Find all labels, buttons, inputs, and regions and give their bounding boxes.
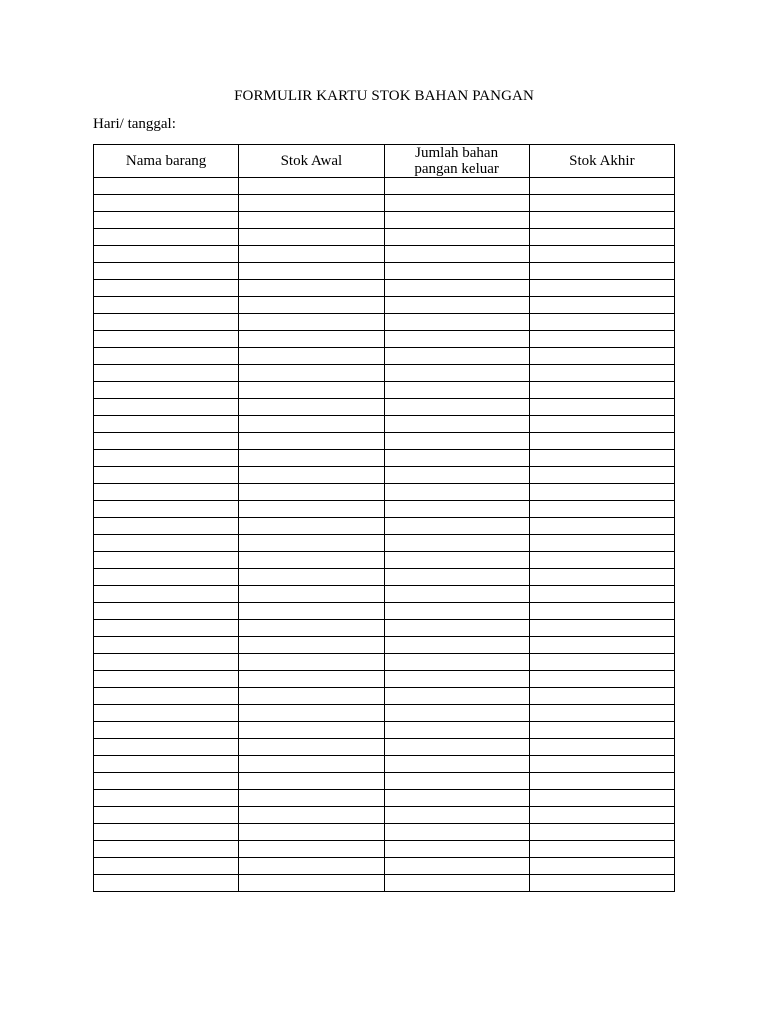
cell-stok-awal [239, 501, 384, 518]
cell-stok-akhir [529, 450, 674, 467]
cell-nama-barang [94, 824, 239, 841]
cell-stok-awal [239, 297, 384, 314]
cell-stok-akhir [529, 195, 674, 212]
cell-stok-akhir [529, 297, 674, 314]
table-row [94, 518, 675, 535]
table-row [94, 348, 675, 365]
table-row [94, 331, 675, 348]
cell-jumlah-keluar [384, 773, 529, 790]
cell-stok-awal [239, 688, 384, 705]
cell-stok-akhir [529, 739, 674, 756]
cell-stok-awal [239, 399, 384, 416]
cell-jumlah-keluar [384, 790, 529, 807]
cell-stok-awal [239, 314, 384, 331]
cell-stok-akhir [529, 314, 674, 331]
cell-jumlah-keluar [384, 841, 529, 858]
cell-jumlah-keluar [384, 807, 529, 824]
cell-stok-akhir [529, 875, 674, 892]
cell-jumlah-keluar [384, 314, 529, 331]
cell-nama-barang [94, 739, 239, 756]
cell-jumlah-keluar [384, 399, 529, 416]
cell-jumlah-keluar [384, 229, 529, 246]
cell-stok-awal [239, 263, 384, 280]
cell-stok-awal [239, 773, 384, 790]
cell-stok-akhir [529, 552, 674, 569]
cell-nama-barang [94, 586, 239, 603]
cell-stok-akhir [529, 178, 674, 195]
cell-nama-barang [94, 535, 239, 552]
table-row [94, 365, 675, 382]
table-row [94, 858, 675, 875]
table-row [94, 586, 675, 603]
cell-jumlah-keluar [384, 348, 529, 365]
cell-jumlah-keluar [384, 450, 529, 467]
header-jumlah-keluar [384, 145, 529, 178]
cell-nama-barang [94, 773, 239, 790]
cell-jumlah-keluar [384, 297, 529, 314]
cell-stok-awal [239, 620, 384, 637]
cell-stok-akhir [529, 263, 674, 280]
table-row [94, 246, 675, 263]
header-stok-akhir [529, 145, 674, 178]
cell-stok-awal [239, 229, 384, 246]
cell-stok-akhir [529, 705, 674, 722]
cell-jumlah-keluar [384, 671, 529, 688]
cell-jumlah-keluar [384, 875, 529, 892]
cell-stok-akhir [529, 841, 674, 858]
cell-nama-barang [94, 280, 239, 297]
cell-nama-barang [94, 875, 239, 892]
cell-stok-awal [239, 178, 384, 195]
cell-stok-akhir [529, 773, 674, 790]
table-row [94, 450, 675, 467]
table-row [94, 824, 675, 841]
cell-nama-barang [94, 518, 239, 535]
cell-jumlah-keluar [384, 688, 529, 705]
cell-jumlah-keluar [384, 637, 529, 654]
cell-stok-awal [239, 875, 384, 892]
table-row [94, 637, 675, 654]
cell-nama-barang [94, 297, 239, 314]
table-row [94, 654, 675, 671]
cell-stok-awal [239, 841, 384, 858]
cell-stok-awal [239, 195, 384, 212]
table-row [94, 467, 675, 484]
table-row [94, 297, 675, 314]
table-row [94, 178, 675, 195]
cell-stok-akhir [529, 790, 674, 807]
header-stok-awal [239, 145, 384, 178]
cell-stok-awal [239, 552, 384, 569]
table-row [94, 688, 675, 705]
cell-jumlah-keluar [384, 212, 529, 229]
cell-stok-awal [239, 382, 384, 399]
cell-jumlah-keluar [384, 263, 529, 280]
cell-stok-akhir [529, 382, 674, 399]
table-row [94, 739, 675, 756]
table-row [94, 875, 675, 892]
cell-stok-awal [239, 212, 384, 229]
cell-jumlah-keluar [384, 586, 529, 603]
cell-jumlah-keluar [384, 654, 529, 671]
cell-jumlah-keluar [384, 569, 529, 586]
header-nama-barang-label: Nama barang [125, 153, 207, 169]
cell-nama-barang [94, 790, 239, 807]
cell-stok-akhir [529, 229, 674, 246]
cell-nama-barang [94, 416, 239, 433]
cell-stok-akhir [529, 246, 674, 263]
cell-jumlah-keluar [384, 484, 529, 501]
cell-jumlah-keluar [384, 382, 529, 399]
cell-nama-barang [94, 654, 239, 671]
date-label: Hari/ tanggal: [93, 116, 176, 132]
cell-stok-akhir [529, 586, 674, 603]
cell-nama-barang [94, 382, 239, 399]
cell-stok-awal [239, 467, 384, 484]
cell-jumlah-keluar [384, 178, 529, 195]
cell-nama-barang [94, 331, 239, 348]
cell-stok-akhir [529, 399, 674, 416]
cell-nama-barang [94, 552, 239, 569]
table-row [94, 399, 675, 416]
cell-jumlah-keluar [384, 467, 529, 484]
cell-stok-awal [239, 807, 384, 824]
cell-stok-akhir [529, 348, 674, 365]
cell-nama-barang [94, 705, 239, 722]
cell-stok-akhir [529, 603, 674, 620]
cell-stok-akhir [529, 637, 674, 654]
cell-stok-akhir [529, 365, 674, 382]
cell-stok-akhir [529, 756, 674, 773]
cell-jumlah-keluar [384, 518, 529, 535]
cell-stok-awal [239, 484, 384, 501]
cell-stok-akhir [529, 858, 674, 875]
table-row [94, 552, 675, 569]
table-row [94, 773, 675, 790]
cell-stok-akhir [529, 467, 674, 484]
cell-stok-akhir [529, 535, 674, 552]
cell-nama-barang [94, 433, 239, 450]
cell-stok-awal [239, 858, 384, 875]
cell-stok-akhir [529, 484, 674, 501]
cell-jumlah-keluar [384, 365, 529, 382]
cell-nama-barang [94, 620, 239, 637]
cell-jumlah-keluar [384, 620, 529, 637]
cell-stok-awal [239, 586, 384, 603]
cell-jumlah-keluar [384, 195, 529, 212]
cell-nama-barang [94, 756, 239, 773]
cell-nama-barang [94, 195, 239, 212]
cell-stok-akhir [529, 501, 674, 518]
cell-jumlah-keluar [384, 705, 529, 722]
cell-stok-awal [239, 246, 384, 263]
cell-stok-akhir [529, 212, 674, 229]
cell-nama-barang [94, 399, 239, 416]
cell-nama-barang [94, 807, 239, 824]
cell-stok-awal [239, 518, 384, 535]
table-row [94, 484, 675, 501]
cell-nama-barang [94, 246, 239, 263]
cell-jumlah-keluar [384, 552, 529, 569]
cell-nama-barang [94, 841, 239, 858]
cell-nama-barang [94, 501, 239, 518]
cell-stok-awal [239, 739, 384, 756]
table-row [94, 756, 675, 773]
cell-stok-awal [239, 824, 384, 841]
cell-nama-barang [94, 637, 239, 654]
cell-stok-awal [239, 450, 384, 467]
cell-stok-akhir [529, 433, 674, 450]
table-row [94, 841, 675, 858]
table-row [94, 790, 675, 807]
cell-stok-awal [239, 790, 384, 807]
cell-nama-barang [94, 365, 239, 382]
cell-jumlah-keluar [384, 756, 529, 773]
cell-nama-barang [94, 569, 239, 586]
cell-stok-akhir [529, 620, 674, 637]
cell-stok-akhir [529, 654, 674, 671]
cell-nama-barang [94, 858, 239, 875]
cell-stok-akhir [529, 671, 674, 688]
header-stok-akhir-label: Stok Akhir [569, 153, 635, 169]
header-nama-barang [94, 145, 239, 178]
cell-stok-awal [239, 637, 384, 654]
table-row [94, 705, 675, 722]
cell-stok-akhir [529, 807, 674, 824]
table-row [94, 722, 675, 739]
cell-stok-akhir [529, 331, 674, 348]
cell-nama-barang [94, 450, 239, 467]
cell-jumlah-keluar [384, 280, 529, 297]
cell-nama-barang [94, 722, 239, 739]
table-row [94, 433, 675, 450]
cell-stok-awal [239, 569, 384, 586]
cell-stok-akhir [529, 569, 674, 586]
cell-stok-akhir [529, 688, 674, 705]
cell-nama-barang [94, 314, 239, 331]
cell-nama-barang [94, 348, 239, 365]
table-row [94, 501, 675, 518]
cell-stok-awal [239, 348, 384, 365]
cell-stok-awal [239, 671, 384, 688]
cell-stok-akhir [529, 518, 674, 535]
cell-jumlah-keluar [384, 416, 529, 433]
header-stok-awal-label: Stok Awal [280, 153, 343, 169]
cell-stok-akhir [529, 722, 674, 739]
table-body [94, 178, 675, 892]
cell-nama-barang [94, 603, 239, 620]
cell-jumlah-keluar [384, 433, 529, 450]
cell-jumlah-keluar [384, 535, 529, 552]
table-row [94, 535, 675, 552]
cell-nama-barang [94, 212, 239, 229]
cell-jumlah-keluar [384, 501, 529, 518]
table-row [94, 212, 675, 229]
table-row [94, 280, 675, 297]
cell-stok-awal [239, 603, 384, 620]
cell-jumlah-keluar [384, 739, 529, 756]
stock-table [93, 144, 675, 892]
table-row [94, 314, 675, 331]
table-row [94, 229, 675, 246]
cell-jumlah-keluar [384, 331, 529, 348]
table-row [94, 416, 675, 433]
header-jumlah-keluar-line2: pangan keluar [414, 161, 499, 177]
cell-stok-awal [239, 535, 384, 552]
cell-stok-awal [239, 280, 384, 297]
cell-nama-barang [94, 688, 239, 705]
table-header-row [94, 145, 675, 178]
cell-jumlah-keluar [384, 858, 529, 875]
table-row [94, 807, 675, 824]
table-row [94, 263, 675, 280]
cell-stok-awal [239, 365, 384, 382]
cell-nama-barang [94, 263, 239, 280]
table-row [94, 195, 675, 212]
table-row [94, 620, 675, 637]
cell-stok-awal [239, 433, 384, 450]
table-row [94, 569, 675, 586]
cell-nama-barang [94, 229, 239, 246]
cell-stok-awal [239, 705, 384, 722]
cell-nama-barang [94, 484, 239, 501]
page-title: FORMULIR KARTU STOK BAHAN PANGAN [234, 88, 534, 104]
cell-nama-barang [94, 671, 239, 688]
cell-stok-akhir [529, 824, 674, 841]
cell-stok-awal [239, 722, 384, 739]
cell-jumlah-keluar [384, 246, 529, 263]
table-row [94, 382, 675, 399]
cell-jumlah-keluar [384, 824, 529, 841]
cell-nama-barang [94, 467, 239, 484]
cell-nama-barang [94, 178, 239, 195]
cell-stok-awal [239, 654, 384, 671]
cell-stok-akhir [529, 416, 674, 433]
cell-stok-awal [239, 331, 384, 348]
header-jumlah-keluar-line1: Jumlah bahan [415, 145, 499, 161]
table-row [94, 603, 675, 620]
cell-stok-akhir [529, 280, 674, 297]
cell-jumlah-keluar [384, 603, 529, 620]
cell-stok-awal [239, 756, 384, 773]
table-row [94, 671, 675, 688]
cell-jumlah-keluar [384, 722, 529, 739]
cell-stok-awal [239, 416, 384, 433]
